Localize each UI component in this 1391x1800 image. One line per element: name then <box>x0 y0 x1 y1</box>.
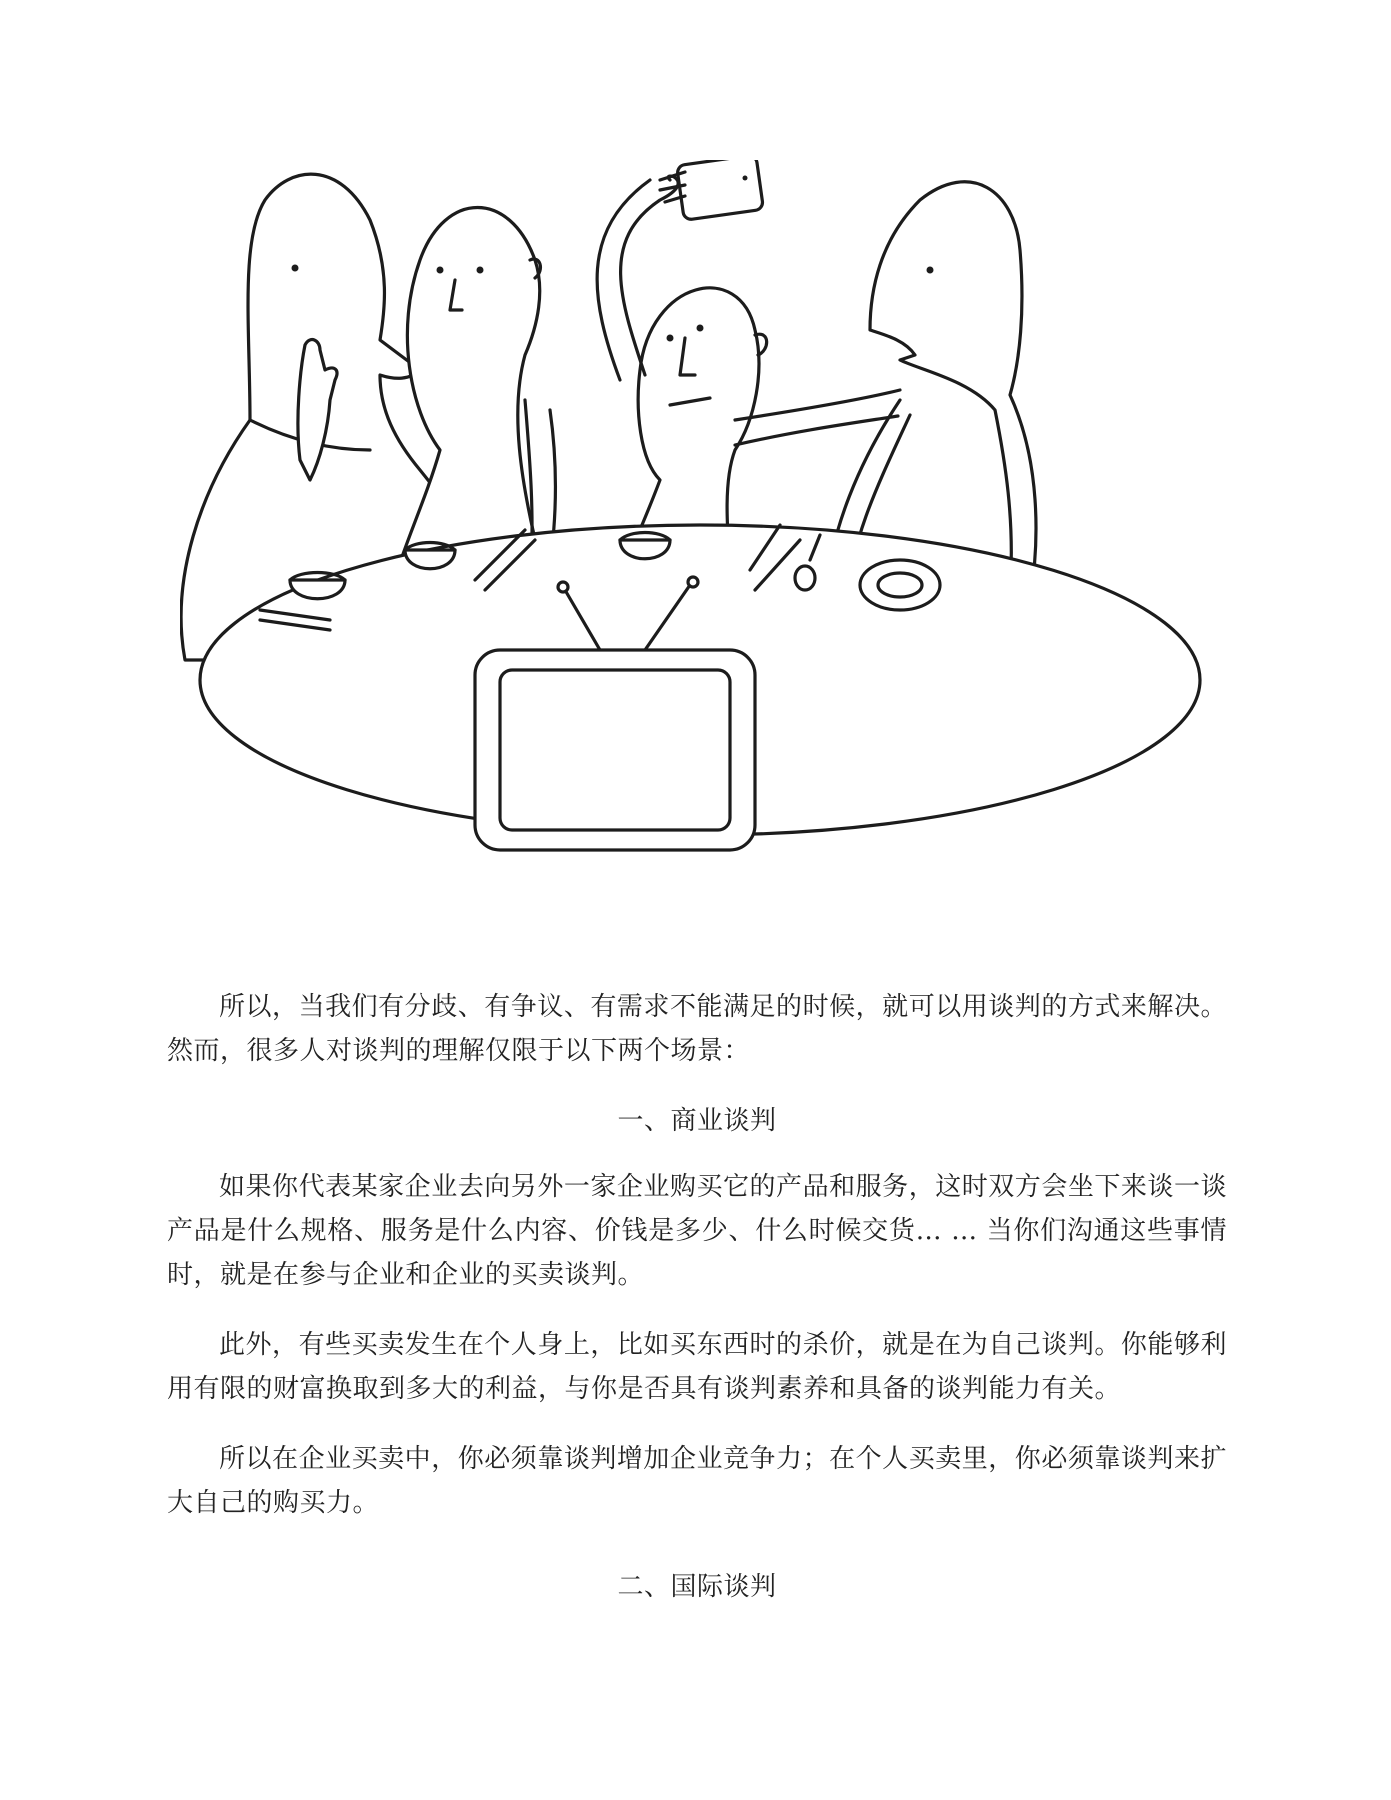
section-heading-business: 一、商业谈判 <box>617 1106 777 1136</box>
paragraph-2: 如果你代表某家企业去向另外一家企业购买它的产品和服务，这时双方会坐下来谈一谈产品是什么规格、服务是什么内容、价钱是多少、什么时候交货… … 当你们沟通这些事情时，就是在参与企业和企业的买卖谈判。 <box>167 1172 1227 1290</box>
negotiation-dinner-illustration <box>180 160 1230 960</box>
section-heading-international: 二、国际谈判 <box>617 1572 777 1602</box>
paragraph-4: 所以在企业买卖中，你必须靠谈判增加企业竞争力；在个人买卖里，你必须靠谈判来扩大自己的购买力。 <box>167 1444 1227 1518</box>
article-body <box>167 985 1227 1631</box>
paragraph-1: 所以，当我们有分歧、有争议、有需求不能满足的时候，就可以用谈判的方式来解决。然而，很多人对谈判的理解仅限于以下两个场景： <box>167 992 1227 1066</box>
tv-on-table <box>475 650 755 850</box>
paragraph-3: 此外，有些买卖发生在个人身上，比如买东西时的杀价，就是在为自己谈判。你能够利用有限的财富换取到多大的利益，与你是否具有谈判素养和具备的谈判能力有关。 <box>167 1330 1227 1404</box>
negotiation-dinner-table-icon <box>180 160 1230 960</box>
